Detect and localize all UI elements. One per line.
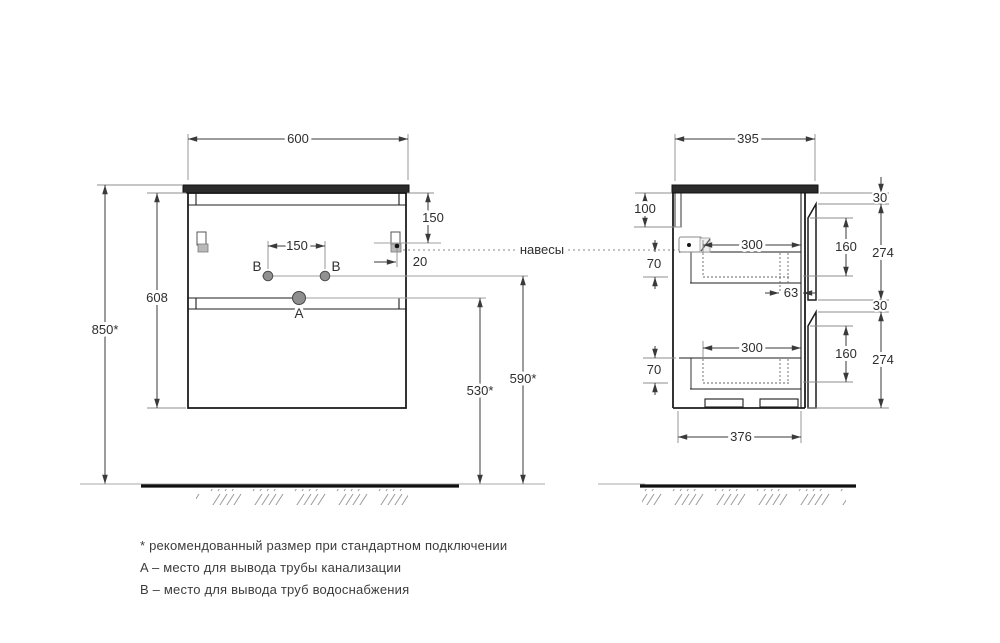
- hanger-bracket-icon: [197, 232, 206, 245]
- svg-text:590*: 590*: [509, 371, 537, 386]
- dim-side-drawer2-drop: [643, 346, 676, 395]
- svg-text:530*: 530*: [466, 383, 494, 398]
- svg-text:150: 150: [422, 210, 444, 225]
- front-hanger-left: [197, 232, 208, 252]
- svg-text:274: 274: [872, 352, 894, 367]
- dim-front-width: [188, 131, 408, 180]
- side-back-rail: [675, 193, 681, 227]
- hangers-label: навесы: [519, 242, 565, 257]
- side-bottom-block-right: [760, 399, 798, 407]
- dim-front-hanger-top-offset: [407, 193, 444, 243]
- svg-text:160: 160: [835, 239, 857, 254]
- side-carcass: [673, 193, 805, 408]
- front-hanger-right: [391, 232, 401, 252]
- svg-text:70: 70: [646, 256, 662, 271]
- hanger-point-dot: [395, 244, 400, 249]
- side-bottom-block-left: [705, 399, 743, 407]
- footnote-recommended-size: * рекомендованный размер при стандартном подключении: [140, 538, 508, 553]
- svg-text:30: 30: [872, 190, 888, 205]
- dim-side-depth-bottom: [678, 411, 801, 444]
- dim-front-b-height: [510, 276, 537, 484]
- dim-front-body-height: [146, 193, 186, 408]
- water-supply-hole-right: [320, 271, 330, 281]
- hole-b-left-label: B: [252, 259, 262, 274]
- hidden-lines: [703, 253, 789, 293]
- water-supply-hole-left: [263, 271, 273, 281]
- svg-text:20: 20: [412, 254, 428, 269]
- svg-text:70: 70: [646, 362, 662, 377]
- footnote-hole-b: B – место для вывода труб водоснабжения: [140, 582, 410, 597]
- hangers-centerline: [403, 242, 686, 257]
- svg-text:63: 63: [783, 285, 799, 300]
- dim-side-drawer2-opening-height: [835, 326, 857, 382]
- floor-hatching-side: [642, 489, 846, 505]
- dim-front-a-height: [467, 298, 494, 484]
- footnote-hole-a: A – место для вывода трубы канализации: [140, 560, 402, 575]
- svg-text:100: 100: [634, 201, 656, 216]
- hole-a-label: A: [294, 306, 304, 321]
- hidden-lines: [703, 359, 789, 383]
- hanger-pad-icon: [198, 244, 208, 252]
- svg-text:160: 160: [835, 346, 857, 361]
- dim-side-drawer2-front-height: [872, 312, 894, 408]
- dim-side-drawer1-opening-height: [835, 218, 857, 276]
- side-drawer1-box: [679, 252, 801, 293]
- dim-side-drawer2-gap: 30: [872, 298, 888, 313]
- svg-text:600: 600: [287, 131, 309, 146]
- drain-hole: [293, 292, 306, 305]
- dim-side-drawer1-front-height: [872, 204, 894, 300]
- svg-text:150: 150: [286, 238, 308, 253]
- svg-text:300: 300: [741, 340, 763, 355]
- side-drawer2-box: [679, 358, 801, 389]
- svg-text:395: 395: [737, 131, 759, 146]
- svg-text:274: 274: [872, 245, 894, 260]
- svg-text:376: 376: [730, 429, 752, 444]
- svg-text:300: 300: [741, 237, 763, 252]
- side-countertop: [672, 185, 818, 193]
- hanger-point-dot: [687, 243, 691, 247]
- floor-hatching-front: [196, 489, 408, 505]
- side-view: [634, 131, 894, 444]
- svg-text:608: 608: [146, 290, 168, 305]
- dim-side-drawer2-depth: [703, 340, 801, 359]
- dim-side-drawer1-top-gap: [873, 177, 887, 205]
- svg-text:850*: 850*: [91, 322, 119, 337]
- dim-side-depth-top: [675, 131, 815, 181]
- hole-b-right-label: B: [331, 259, 341, 274]
- front-countertop: [183, 185, 409, 193]
- dim-front-mount-height: [92, 185, 182, 484]
- front-view: [92, 131, 537, 484]
- dim-side-back-rail-height: [634, 193, 681, 227]
- floor: [80, 484, 856, 505]
- dim-side-drawer1-drop: [643, 240, 668, 289]
